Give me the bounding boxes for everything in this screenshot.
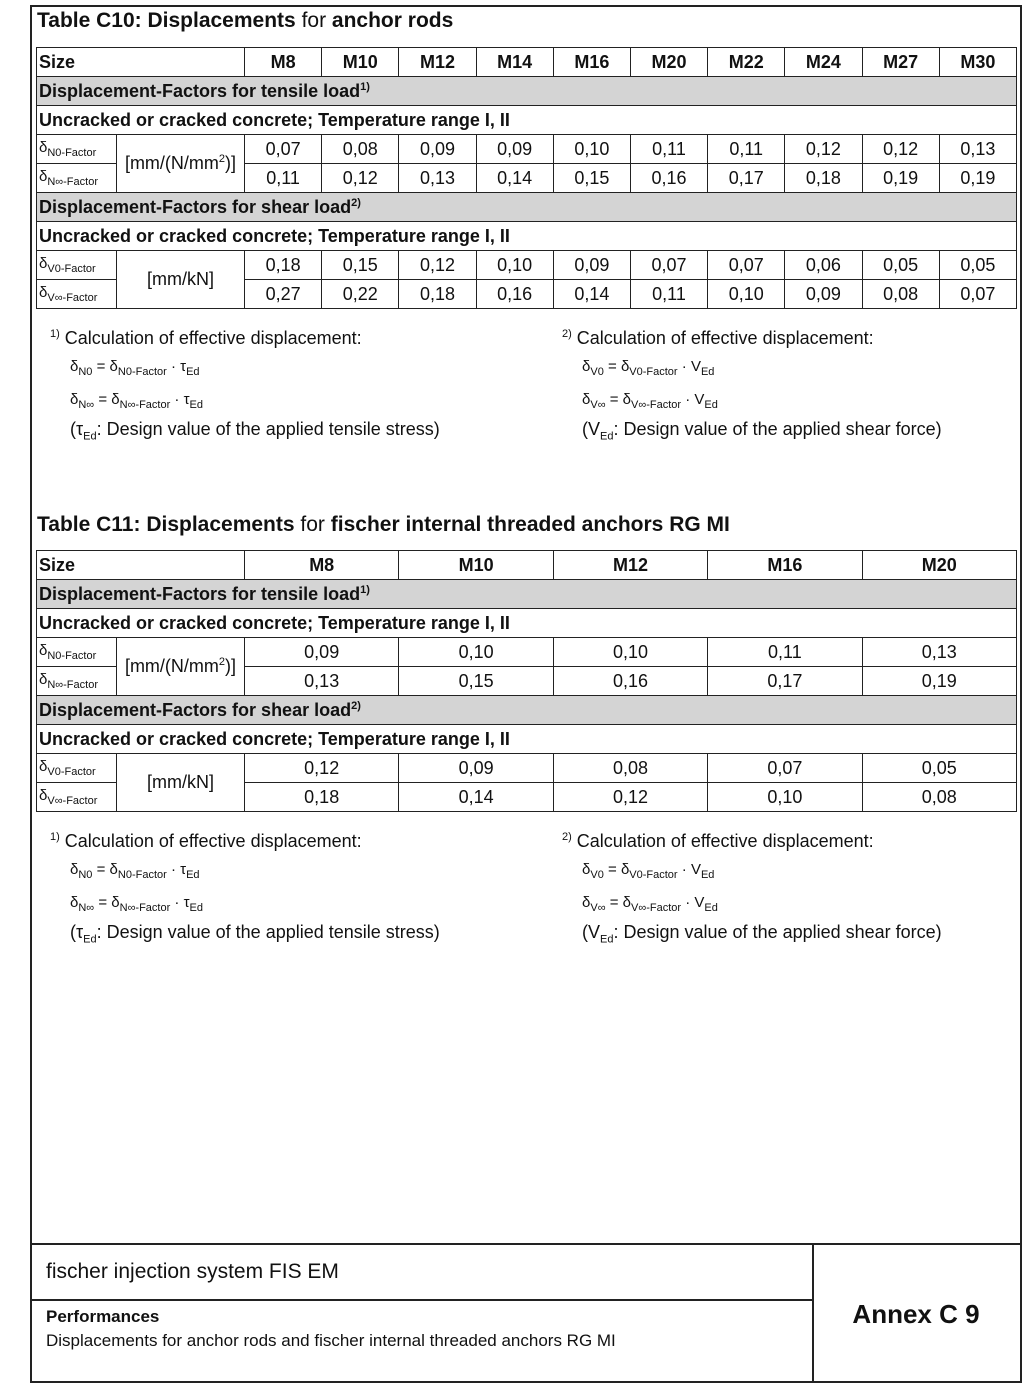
- table-cell: 0,16: [630, 164, 707, 193]
- table-cell: 0,12: [553, 783, 707, 812]
- table-row: [37, 696, 1017, 725]
- condition-label: Uncracked or cracked concrete; Temperature range I, II: [37, 222, 1017, 251]
- table-cell: 0,12: [322, 164, 399, 193]
- size-header: M8: [245, 48, 322, 77]
- table-cell: 0,07: [708, 251, 785, 280]
- table-cell: 0,07: [245, 135, 322, 164]
- size-header: M10: [399, 551, 553, 580]
- table-cell: 0,15: [553, 164, 630, 193]
- condition-label: Uncracked or cracked concrete; Temperature range I, II: [37, 609, 1017, 638]
- size-label: Size: [37, 48, 245, 77]
- table-row: [37, 609, 1017, 638]
- size-header: M10: [322, 48, 399, 77]
- footer-description: Displacements for anchor rods and fischer internal threaded anchors RG MI: [46, 1331, 616, 1350]
- annex-label: Annex C 9: [852, 1299, 980, 1329]
- table-cell: 0,15: [322, 251, 399, 280]
- table-cell: 0,19: [862, 667, 1016, 696]
- table-cell: 0,09: [399, 754, 553, 783]
- tensile-section-header: Displacement-Factors for tensile load$^{1)}$: [37, 77, 1017, 106]
- table-cell: 0,11: [630, 280, 707, 309]
- table-cell: 0,05: [939, 251, 1016, 280]
- symbol-n0: $\delta_{N0-Factor}$: [37, 638, 117, 667]
- table-cell: 0,11: [708, 638, 862, 667]
- size-label: Size: [37, 551, 245, 580]
- table-c10: [36, 47, 1017, 309]
- table-cell: 0,16: [476, 280, 553, 309]
- table-row: [37, 222, 1017, 251]
- size-header: M20: [630, 48, 707, 77]
- table-cell: 0,09: [553, 251, 630, 280]
- table-row: [37, 580, 1017, 609]
- table-cell: 0,16: [553, 667, 707, 696]
- table-cell: 0,08: [862, 783, 1016, 812]
- size-header: M16: [708, 551, 862, 580]
- table-row: [37, 725, 1017, 754]
- symbol-vinf: $\delta_{V\infty-Factor}$: [37, 783, 117, 812]
- size-header: M22: [708, 48, 785, 77]
- table-cell: 0,07: [630, 251, 707, 280]
- size-header: M16: [553, 48, 630, 77]
- table-cell: 0,11: [708, 135, 785, 164]
- table-row: [37, 193, 1017, 222]
- table-cell: 0,10: [476, 251, 553, 280]
- table-cell: 0,09: [476, 135, 553, 164]
- table-cell: 0,08: [553, 754, 707, 783]
- table-cell: 0,07: [939, 280, 1016, 309]
- table-cell: 0,18: [399, 280, 476, 309]
- table-cell: 0,13: [939, 135, 1016, 164]
- condition-label: Uncracked or cracked concrete; Temperature range I, II: [37, 106, 1017, 135]
- condition-label: Uncracked or cracked concrete; Temperature range I, II: [37, 725, 1017, 754]
- table-row: [37, 106, 1017, 135]
- unit-shear: [mm/kN]: [117, 754, 245, 812]
- symbol-v0: $\delta_{V0-Factor}$: [37, 251, 117, 280]
- table-cell: 0,10: [708, 280, 785, 309]
- table-cell: 0,11: [245, 164, 322, 193]
- table-row: [37, 754, 1017, 783]
- table-cell: 0,13: [245, 667, 399, 696]
- unit-tensile: $[mm/(N/mm^2)]$: [117, 638, 245, 696]
- note-tensile: $^{1)}$ Calculation of effective displacement: $\delta_{N0} = \delta_{N0-Factor} \cdot \tau_{Ed}$ $\delta_{N\infty} = \delta_{N\infty-Factor} \cdot \tau_{Ed}$ ($\tau_{Ed}$: Design value of the applied tensile stress): [50, 328, 440, 443]
- table-cell: 0,17: [708, 667, 862, 696]
- symbol-vinf: $\delta_{V\infty-Factor}$: [37, 280, 117, 309]
- table-cell: 0,18: [785, 164, 862, 193]
- size-header: M27: [862, 48, 939, 77]
- table-cell: 0,17: [708, 164, 785, 193]
- table-cell: 0,12: [862, 135, 939, 164]
- size-header: M30: [939, 48, 1016, 77]
- table-cell: 0,18: [245, 251, 322, 280]
- table-cell: 0,19: [939, 164, 1016, 193]
- symbol-v0: $\delta_{V0-Factor}$: [37, 754, 117, 783]
- tensile-section-header: Displacement-Factors for tensile load$^{1)}$: [37, 580, 1017, 609]
- size-header: M12: [553, 551, 707, 580]
- symbol-n0: $\delta_{N0-Factor}$: [37, 135, 117, 164]
- table-cell: 0,11: [630, 135, 707, 164]
- table-row: [37, 638, 1017, 667]
- table-cell: 0,10: [708, 783, 862, 812]
- note-tensile: $^{1)}$ Calculation of effective displacement: $\delta_{N0} = \delta_{N0-Factor} \cdot \tau_{Ed}$ $\delta_{N\infty} = \delta_{N\infty-Factor} \cdot \tau_{Ed}$ ($\tau_{Ed}$: Design value of the applied tensile stress): [50, 831, 440, 946]
- footer-divider: [30, 1299, 812, 1301]
- table-cell: 0,12: [245, 754, 399, 783]
- unit-shear: [mm/kN]: [117, 251, 245, 309]
- performances-label: Performances: [46, 1307, 160, 1326]
- size-header: M14: [476, 48, 553, 77]
- symbol-ninf: $\delta_{N\infty-Factor}$: [37, 667, 117, 696]
- table-cell: 0,13: [862, 638, 1016, 667]
- table-row: [37, 135, 1017, 164]
- table-c11-title: Table C11: Displacements for fischer internal threaded anchors RG MI: [37, 513, 730, 536]
- table-c10-title: Table C10: Displacements for anchor rods: [37, 9, 454, 32]
- table-cell: 0,14: [399, 783, 553, 812]
- table-cell: 0,09: [785, 280, 862, 309]
- table-cell: 0,07: [708, 754, 862, 783]
- table-cell: 0,05: [862, 251, 939, 280]
- unit-tensile: $[mm/(N/mm^2)]$: [117, 135, 245, 193]
- table-c11: [36, 550, 1017, 812]
- table-cell: 0,19: [862, 164, 939, 193]
- table-cell: 0,12: [785, 135, 862, 164]
- size-header: M12: [399, 48, 476, 77]
- table-cell: 0,08: [322, 135, 399, 164]
- note-shear: $^{2)}$ Calculation of effective displacement: $\delta_{V0} = \delta_{V0-Factor} \cdot V_{Ed}$ $\delta_{V\infty} = \delta_{V\infty-Factor} \cdot V_{Ed}$ ($V_{Ed}$: Design value of the applied shear force): [562, 328, 942, 443]
- table-cell: 0,10: [399, 638, 553, 667]
- table-cell: 0,09: [399, 135, 476, 164]
- table-cell: 0,05: [862, 754, 1016, 783]
- table-cell: 0,06: [785, 251, 862, 280]
- footer: [30, 1243, 1022, 1383]
- table-row: [37, 48, 1017, 77]
- table-cell: 0,14: [476, 164, 553, 193]
- table-cell: 0,27: [245, 280, 322, 309]
- table-cell: 0,09: [245, 638, 399, 667]
- table-cell: 0,18: [245, 783, 399, 812]
- table-cell: 0,15: [399, 667, 553, 696]
- shear-section-header: Displacement-Factors for shear load$^{2)}$: [37, 193, 1017, 222]
- size-header: M8: [245, 551, 399, 580]
- table-cell: 0,08: [862, 280, 939, 309]
- table-row: [37, 251, 1017, 280]
- table-row: [37, 551, 1017, 580]
- table-cell: 0,14: [553, 280, 630, 309]
- shear-section-header: Displacement-Factors for shear load$^{2)}$: [37, 696, 1017, 725]
- table-cell: 0,22: [322, 280, 399, 309]
- table-row: [37, 77, 1017, 106]
- table-cell: 0,10: [553, 638, 707, 667]
- note-shear: $^{2)}$ Calculation of effective displacement: $\delta_{V0} = \delta_{V0-Factor} \cdot V_{Ed}$ $\delta_{V\infty} = \delta_{V\infty-Factor} \cdot V_{Ed}$ ($V_{Ed}$: Design value of the applied shear force): [562, 831, 942, 946]
- size-header: M24: [785, 48, 862, 77]
- system-name: fischer injection system FIS EM: [46, 1260, 339, 1283]
- table-cell: 0,10: [553, 135, 630, 164]
- table-cell: 0,13: [399, 164, 476, 193]
- table-cell: 0,12: [399, 251, 476, 280]
- size-header: M20: [862, 551, 1016, 580]
- symbol-ninf: $\delta_{N\infty-Factor}$: [37, 164, 117, 193]
